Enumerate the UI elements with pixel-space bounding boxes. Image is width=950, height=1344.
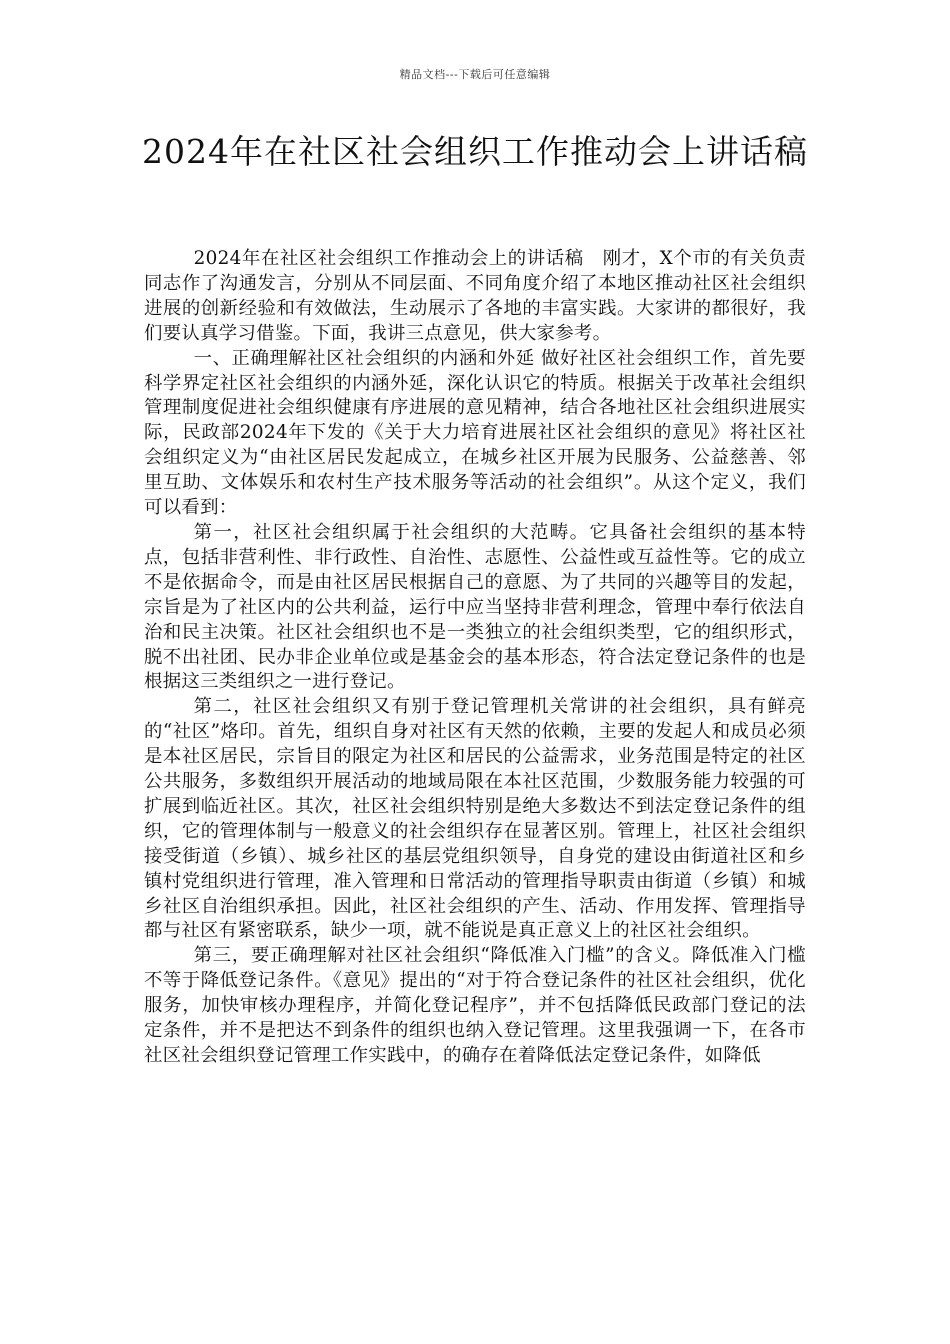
paragraph: 一、正确理解社区社会组织的内涵和外延 做好社区社会组织工作，首先要科学界定社区社会组织的内涵外延，深化认识它的特质。根据关于改革社会组织管理制度促进社会组织健康有序进展的意见精神，结合各地社区社会组织进展实际，民政部2024年下发的《关于大力培育进展社区社会组织的意见》将社区社会组织定义为“由社区居民发起成立，在城乡社区开展为民服务、公益慈善、邻里互助、文体娱乐和农村生产技术服务等活动的社会组织”。从这个定义，我们可以看到：: [144, 347, 806, 519]
paragraph: 第一，社区社会组织属于社会组织的大范畴。它具备社会组织的基本特点，包括非营利性、非行政性、自治性、志愿性、公益性或互益性等。它的成立不是依据命令，而是由社区居民根据自己的意愿、为了共同的兴趣等目的发起，宗旨是为了社区内的公共利益，运行中应当坚持非营利理念，管理中奉行依法自治和民主决策。社区社会组织也不是一类独立的社会组织类型，它的组织形式，脱不出社团、民办非企业单位或是基金会的基本形态，符合法定登记条件的也是根据这三类组织之一进行登记。: [144, 521, 806, 693]
paragraph: 第二，社区社会组织又有别于登记管理机关常讲的社会组织，具有鲜亮的“社区”烙印。首先，组织自身对社区有天然的依赖，主要的发起人和成员必须是本社区居民，宗旨目的限定为社区和居民的公益需求，业务范围是特定的社区公共服务，多数组织开展活动的地域局限在本社区范围，少数服务能力较强的可扩展到临近社区。其次，社区社会组织特别是绝大多数达不到法定登记条件的组织，它的管理体制与一般意义的社会组织存在显著区别。管理上，社区社会组织接受街道（乡镇）、城乡社区的基层党组织领导，自身党的建设由街道社区和乡镇村党组织进行管理，准入管理和日常活动的管理指导职责由街道（乡镇）和城乡社区自治组织承担。因此，社区社会组织的产生、活动、作用发挥、管理指导都与社区有紧密联系，缺少一项，就不能说是真正意义上的社区社会组织。: [144, 696, 806, 942]
paragraph: 2024年在社区社会组织工作推动会上的讲话稿 刚才，X个市的有关负责同志作了沟通发言，分别从不同层面、不同角度介绍了本地区推动社区社会组织进展的创新经验和有效做法，生动展示了各地的丰富实践。大家讲的都很好，我们要认真学习借鉴。下面，我讲三点意见，供大家参考。: [144, 248, 806, 344]
header-note: 精品文档---下载后可任意编辑: [399, 68, 551, 81]
paragraph: 第三，要正确理解对社区社会组织“降低准入门槛”的含义。降低准入门槛不等于降低登记条件。《意见》提出的“对于符合登记条件的社区社会组织，优化服务，加快审核办理程序，并简化登记程序”，并不包括降低民政部门登记的法定条件，并不是把达不到条件的组织也纳入登记管理。这里我强调一下，在各市社区社会组织登记管理工作实践中，的确存在着降低法定登记条件，如降低: [144, 945, 806, 1066]
document-body: [144, 247, 806, 1069]
document-title: 2024年在社区社会组织工作推动会上讲话稿: [142, 132, 808, 171]
